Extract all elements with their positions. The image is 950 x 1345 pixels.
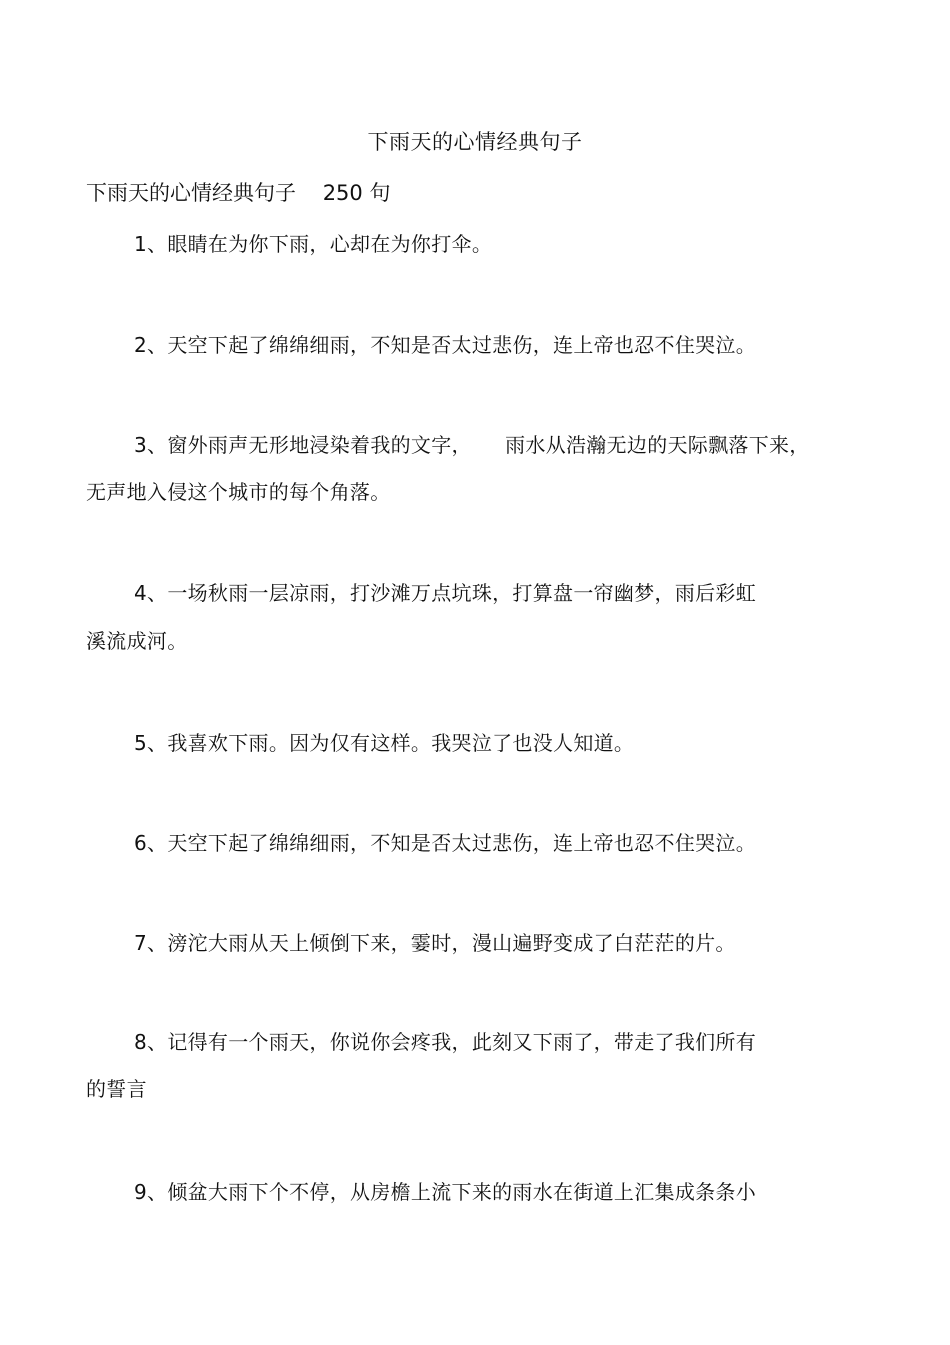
- item-7-line-1: 7、滂沱大雨从天上倾倒下来，霎时，漫山遍野变成了白茫茫的片。: [134, 931, 736, 955]
- item-8-line-1: 8、记得有一个雨天，你说你会疼我，此刻又下雨了，带走了我们所有: [134, 1030, 757, 1054]
- item-4-line-2: 溪流成河。: [86, 629, 188, 653]
- item-8-line-2: 的誓言: [86, 1077, 147, 1101]
- item-3-line-1: 3、窗外雨声无形地浸染着我的文字， 雨水从浩瀚无边的天际飘落下来，: [134, 433, 810, 457]
- item-6-line-1: 6、天空下起了绵绵细雨，不知是否太过悲伤，连上帝也忍不住哭泣。: [134, 831, 757, 855]
- item-9-line-1: 9、倾盆大雨下个不停，从房檐上流下来的雨水在街道上汇集成条条小: [134, 1180, 757, 1204]
- item-2-line-1: 2、天空下起了绵绵细雨，不知是否太过悲伤，连上帝也忍不住哭泣。: [134, 333, 757, 357]
- item-3-line-2: 无声地入侵这个城市的每个角落。: [86, 480, 391, 504]
- document-title: 下雨天的心情经典句子: [367, 130, 583, 154]
- item-5-line-1: 5、我喜欢下雨。因为仅有这样。我哭泣了也没人知道。: [134, 731, 635, 755]
- item-1-line-1: 1、眼睛在为你下雨，心却在为你打伞。: [134, 232, 493, 256]
- document-subtitle: 下雨天的心情经典句子 250 句: [86, 181, 391, 205]
- item-4-line-1: 4、一场秋雨一层凉雨，打沙滩万点坑珠，打算盘一帘幽梦，雨后彩虹: [134, 581, 757, 605]
